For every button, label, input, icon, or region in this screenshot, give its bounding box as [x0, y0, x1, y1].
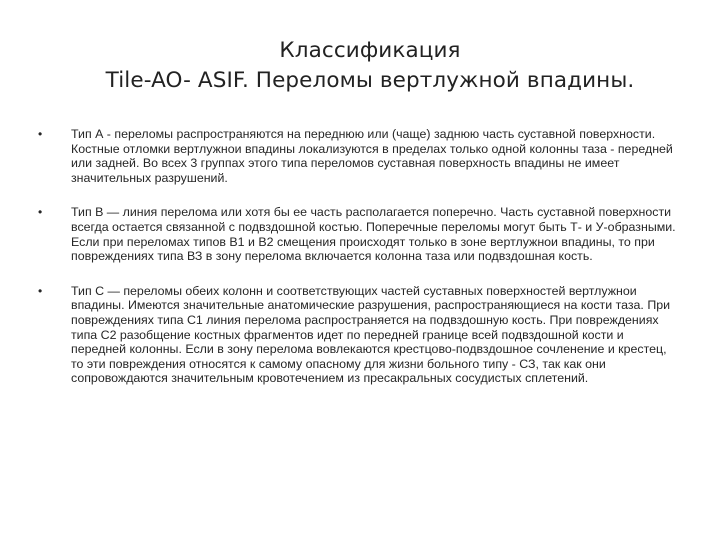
bullet-icon: • — [38, 205, 43, 220]
slide-title — [90, 36, 650, 96]
bullet-text: Тип В — линия перелома или хотя бы ее часть располагается поперечно. Часть суставной поверхности всегда остается связанной с подвздошной костью. Поперечные переломы могут быть Т- и У-образными. Если при переломах типов В1 и В2 смещения происходят только в зоне вертлужнои впадины, то при повреждениях типа ВЗ в зону перелома включается колонна таза или подвздошная кость. — [71, 205, 676, 264]
bullet-text: Тип С — переломы обеих колонн и соответствующих частей суставных поверхностей вертлужнои впадины. Имеются значительные анатомические разрушения, распространяющиеся на кости таза. При повреждениях типа С1 линия перелома распространяется на подвздошную кость. При повреждениях типа С2 разобщение костных фрагментов идет по передней границе всей подвздошной кости и передней колонны. Если в зону перелома вовлекаются крестцово-подвздошное сочленение и крестец, то эти повреждения относятся к самому опасному для жизни больного типу - СЗ, так как они сопровождаются значительным кровотечением из пресакральных сосудистых сплетений. — [71, 283, 671, 386]
bullet-item-type-c — [38, 284, 678, 386]
bullet-icon: • — [38, 127, 43, 141]
bullet-item-type-b — [38, 205, 678, 263]
bullet-list — [38, 127, 678, 386]
bullet-text: Тип А - переломы распространяются на переднюю или (чаще) заднюю часть суставной поверхности. Костные отломки вертлужнои впадины локализуются в пределах только одной колонны таза - передней или задней. Во всех 3 группах этого типа переломов суставная поверхность впадины не имеет значительных разрушений. — [71, 127, 673, 185]
bullet-item-type-a — [38, 127, 678, 185]
title-line-2: Tile-AO- ASIF. Переломы вертлужной впадины. — [105, 68, 635, 93]
bullet-icon: • — [38, 283, 43, 298]
title-line-1: Классификация — [279, 38, 461, 63]
